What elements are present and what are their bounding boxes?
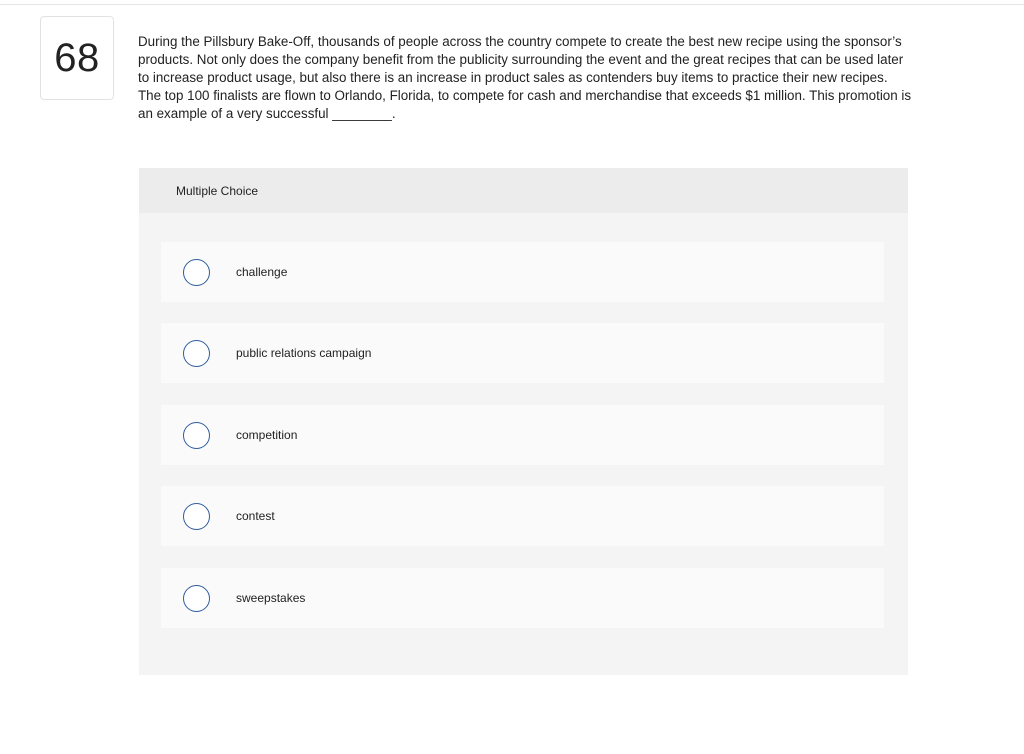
radio-button[interactable] (183, 259, 210, 286)
top-divider (0, 4, 1024, 5)
radio-button[interactable] (183, 585, 210, 612)
question-text: During the Pillsbury Bake-Off, thousands of people across the country compete to create the best new recipe using the sponsor’s products. Not only does the company benefit from the publicity surrounding the event and the great recipes that can be used later to increase product usage, but also there is an increase in product sales as contenders buy items to practice their new recipes. The top 100 finalists are flown to Orlando, Florida, to compete for cash and merchandise that exceeds $1 million. This promotion is an example of a very successful ________. (138, 34, 912, 121)
option-sweepstakes[interactable] (161, 568, 884, 628)
radio-button[interactable] (183, 340, 210, 367)
choices-header: Multiple Choice (139, 168, 908, 213)
option-label: public relations campaign (236, 346, 372, 360)
option-label: sweepstakes (236, 591, 306, 605)
option-label: challenge (236, 265, 288, 279)
option-public-relations-campaign[interactable] (161, 323, 884, 383)
multiple-choice-panel (139, 168, 908, 675)
option-label: contest (236, 509, 275, 523)
option-challenge[interactable] (161, 242, 884, 302)
radio-button[interactable] (183, 503, 210, 530)
radio-button[interactable] (183, 422, 210, 449)
question-number: 68 (40, 16, 114, 100)
option-label: competition (236, 428, 298, 442)
option-competition[interactable] (161, 405, 884, 465)
option-contest[interactable] (161, 486, 884, 546)
